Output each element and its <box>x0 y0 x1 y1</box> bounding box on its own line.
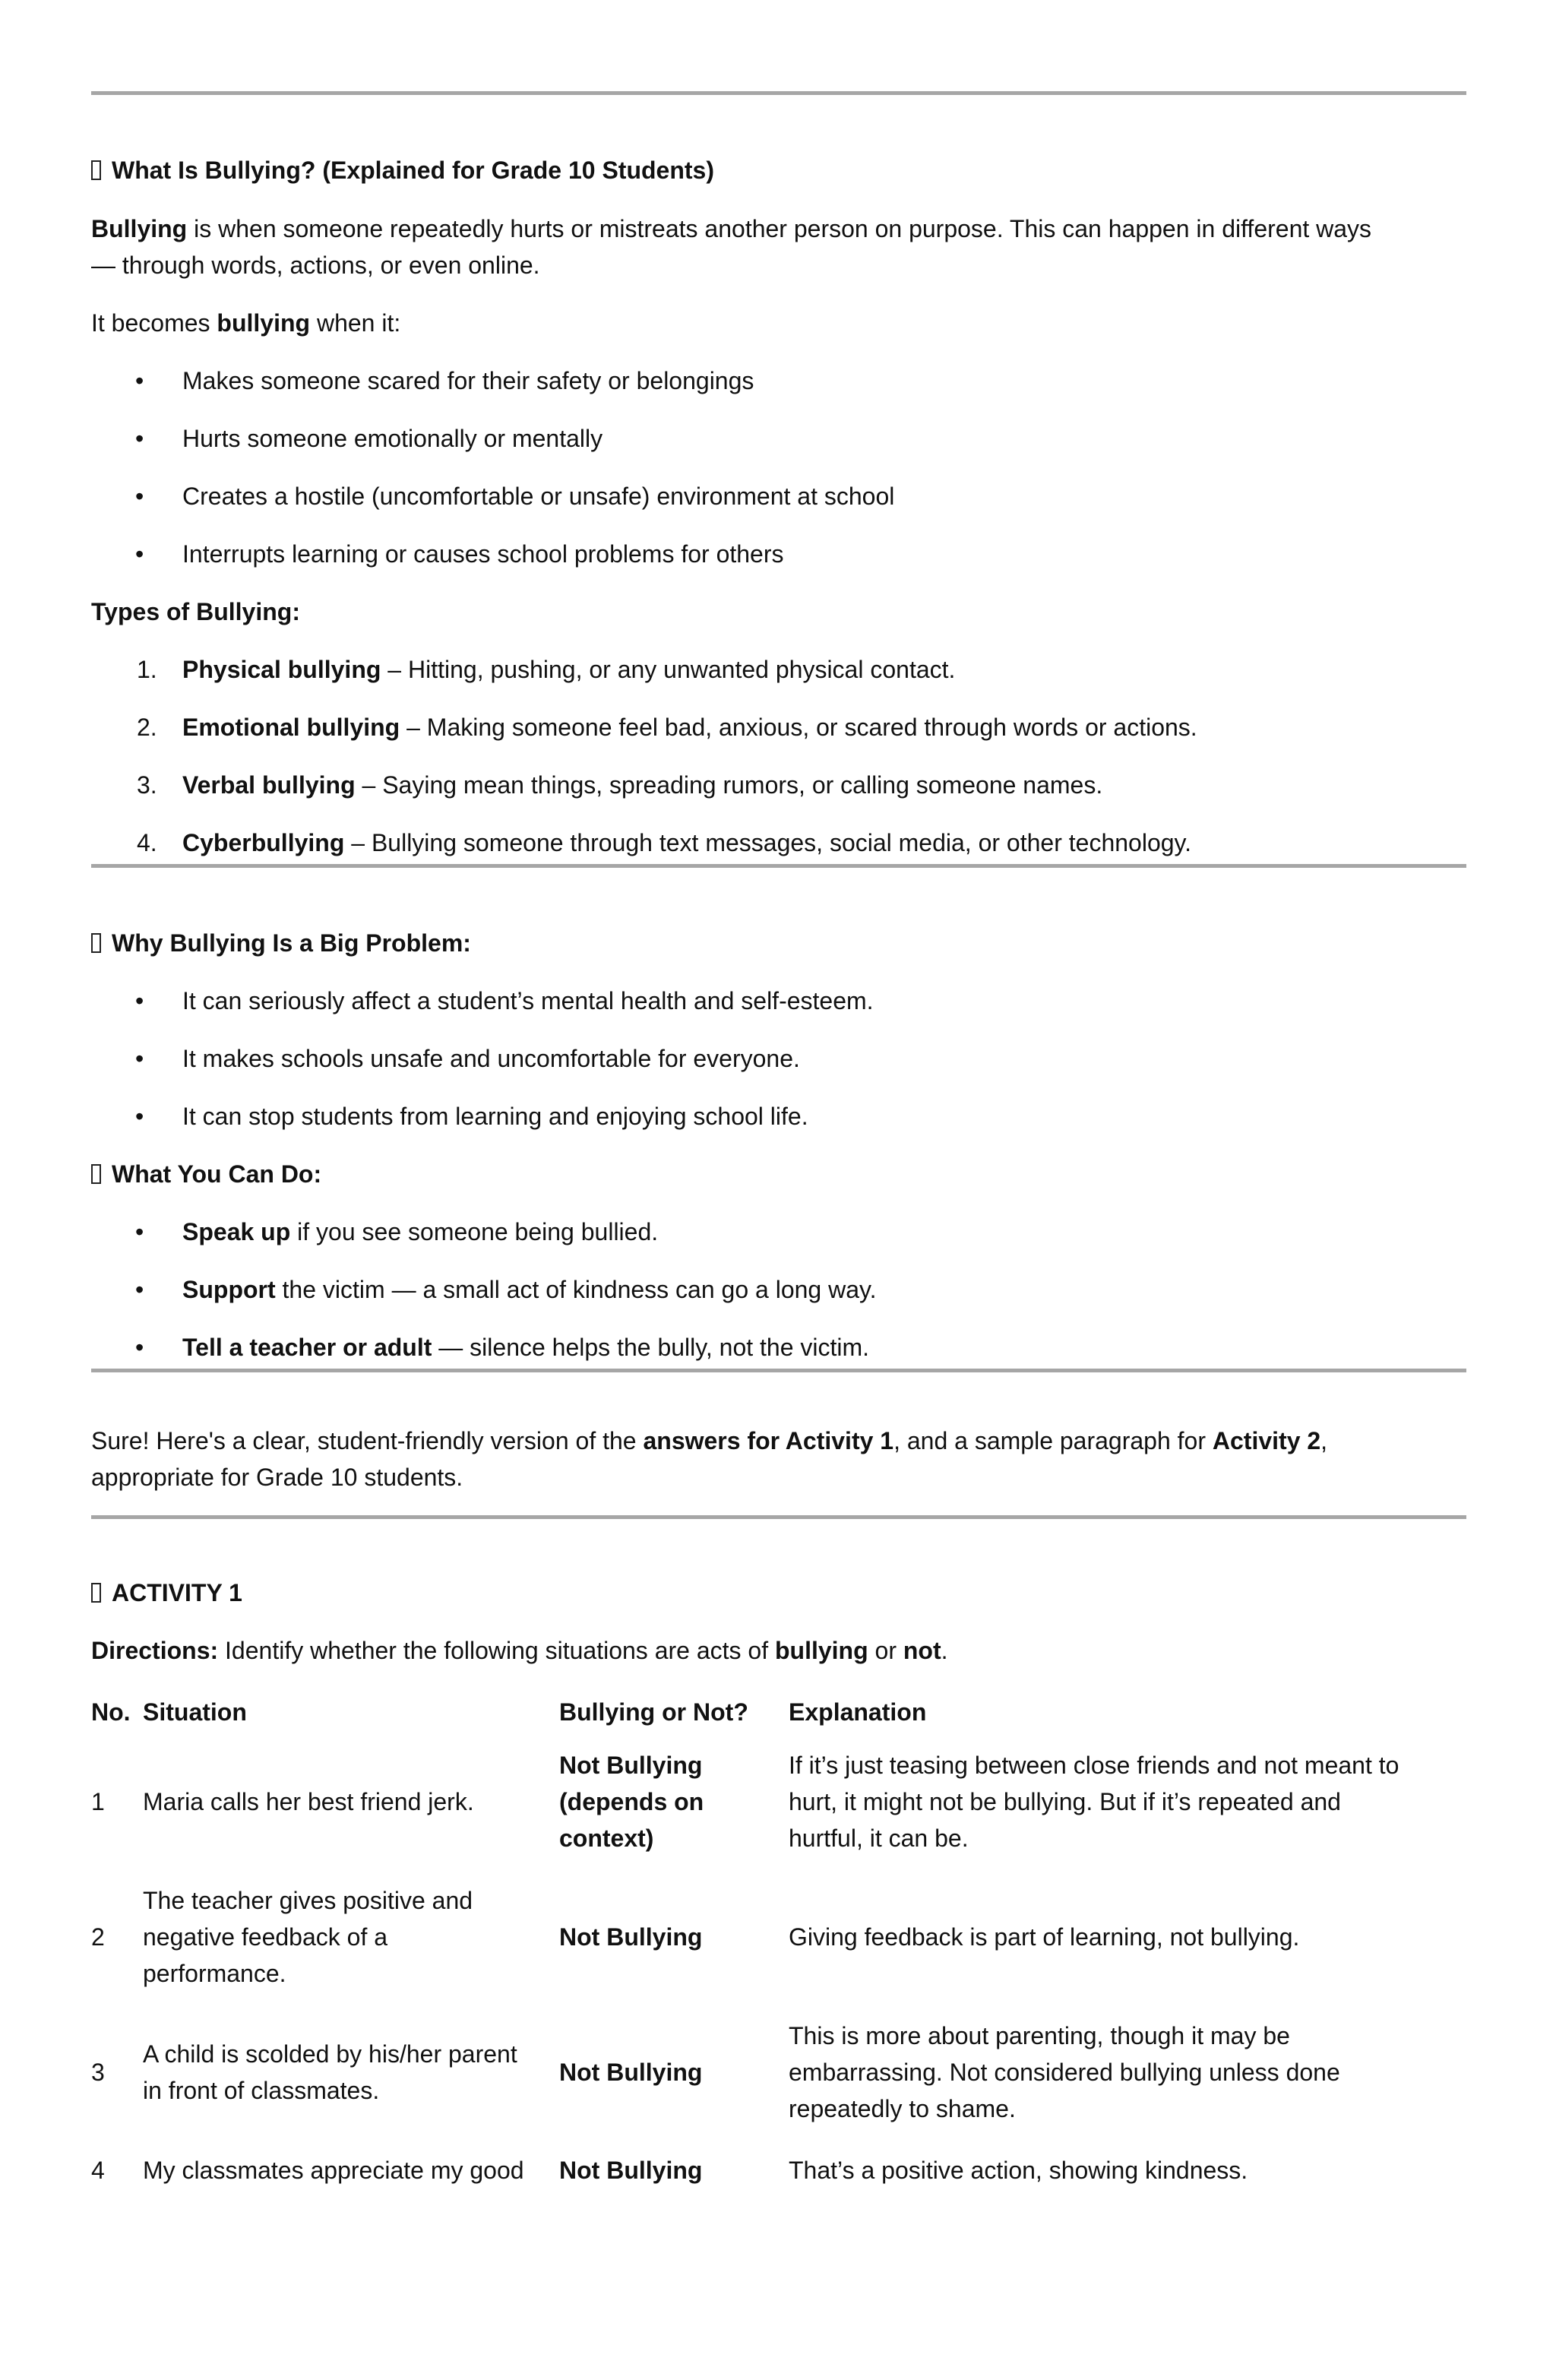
note-bold: Activity 2 <box>1212 1427 1321 1454</box>
intro-text-line2: — through words, actions, or even online. <box>91 252 540 279</box>
bullet-icon: • <box>135 1103 144 1130</box>
intro-note <box>91 1423 1466 1495</box>
action-text: if you see someone being bullied. <box>290 1218 659 1245</box>
verdict-cell <box>559 1734 789 1869</box>
explanation-line: This is more about parenting, though it may be <box>789 2022 1290 2049</box>
directions-text: or <box>868 1637 903 1664</box>
list-item <box>91 709 1466 767</box>
column-header: No. <box>91 1698 131 1726</box>
situation-cell <box>143 2140 559 2201</box>
horizontal-rule <box>91 91 1466 95</box>
situation-line: Maria calls her best friend jerk. <box>143 1788 474 1815</box>
directions-label: Directions: <box>91 1637 219 1664</box>
when-list <box>91 362 1466 593</box>
bullet-icon: • <box>135 1218 144 1245</box>
intro-text: is when someone repeatedly hurts or mistreats another person on purpose. This can happen in different ways <box>187 215 1372 242</box>
situation-line: negative feedback of a <box>143 1923 388 1951</box>
emoji-placeholder-icon <box>91 160 101 180</box>
type-term: Physical bullying <box>182 656 381 683</box>
list-item-text: Interrupts learning or causes school problems for others <box>182 540 784 568</box>
directions-bold: not <box>903 1637 941 1664</box>
section-heading <box>91 925 1466 961</box>
explanation-line: repeatedly to shame. <box>789 2095 1016 2122</box>
note-text: , <box>1320 1427 1328 1454</box>
list-item <box>91 1329 1466 1369</box>
list-number: 3. <box>137 771 157 799</box>
note-bold: answers for Activity 1 <box>643 1427 894 1454</box>
list-item <box>91 1040 1466 1098</box>
explanation-line: embarrassing. Not considered bullying unless done <box>789 2059 1340 2086</box>
bullet-icon: • <box>135 367 144 394</box>
directions <box>91 1632 1466 1669</box>
action-list <box>91 1214 1466 1369</box>
table-row <box>91 2005 1466 2140</box>
action-term: Tell a teacher or adult <box>182 1334 432 1361</box>
bullet-icon: • <box>135 1276 144 1303</box>
explanation-line: That’s a positive action, showing kindness. <box>789 2157 1248 2184</box>
verdict-line: Not Bullying <box>559 2059 703 2086</box>
horizontal-rule <box>91 864 1466 868</box>
situation-cell <box>143 2005 559 2140</box>
bullet-icon: • <box>135 425 144 452</box>
bullet-icon: • <box>135 540 144 568</box>
list-item <box>91 1098 1466 1156</box>
situation-cell <box>143 1734 559 1869</box>
types-heading-text: Types of Bullying: <box>91 598 300 625</box>
table-row <box>91 2140 1466 2201</box>
bullet-icon: • <box>135 483 144 510</box>
type-term: Cyberbullying <box>182 829 345 856</box>
intro-bold: Bullying <box>91 215 188 242</box>
table-row <box>91 1734 1466 1869</box>
explanation-cell <box>789 2005 1466 2140</box>
action-text: — silence helps the bully, not the victim. <box>432 1334 870 1361</box>
explanation-cell <box>789 2140 1466 2201</box>
list-item <box>91 824 1466 864</box>
note-text: Sure! Here's a clear, student-friendly version of the <box>91 1427 644 1454</box>
becomes-post: when it: <box>310 309 401 337</box>
explanation-line: hurtful, it can be. <box>789 1825 969 1852</box>
list-item <box>91 1214 1466 1271</box>
becomes-pre: It becomes <box>91 309 217 337</box>
heading-text: Why Bullying Is a Big Problem: <box>112 929 471 957</box>
problem-list <box>91 983 1466 1156</box>
type-desc: – Saying mean things, spreading rumors, or calling someone names. <box>355 771 1103 799</box>
list-item <box>91 420 1466 478</box>
activity-table <box>91 1690 1466 2201</box>
type-desc: – Bullying someone through text messages, social media, or other technology. <box>344 829 1192 856</box>
directions-bold: bullying <box>774 1637 868 1664</box>
emoji-placeholder-icon <box>91 1164 101 1184</box>
list-item <box>91 1271 1466 1329</box>
situation-line: The teacher gives positive and <box>143 1887 473 1914</box>
list-item <box>91 651 1466 709</box>
heading-text: ACTIVITY 1 <box>112 1579 242 1606</box>
section-heading <box>91 1156 1466 1192</box>
verdict-cell <box>559 2005 789 2140</box>
note-text-line2: appropriate for Grade 10 students. <box>91 1464 463 1491</box>
column-header: Situation <box>143 1698 247 1726</box>
situation-line: in front of classmates. <box>143 2077 380 2104</box>
list-item <box>91 767 1466 824</box>
list-item <box>91 536 1466 593</box>
list-item-text: It can seriously affect a student’s mental health and self-esteem. <box>182 987 874 1014</box>
row-number: 2 <box>91 1923 105 1951</box>
explanation-cell <box>789 1869 1466 2005</box>
section-heading <box>91 1575 1466 1611</box>
action-term: Speak up <box>182 1218 291 1245</box>
section-heading <box>91 152 1466 188</box>
verdict-line: context) <box>559 1825 654 1852</box>
row-number: 3 <box>91 2059 105 2086</box>
situation-line: performance. <box>143 1960 286 1987</box>
directions-text: Identify whether the following situations are acts of <box>218 1637 775 1664</box>
horizontal-rule <box>91 1369 1466 1372</box>
row-number: 4 <box>91 2157 105 2184</box>
type-term: Verbal bullying <box>182 771 356 799</box>
intro-paragraph <box>91 210 1466 283</box>
directions-text: . <box>941 1637 948 1664</box>
explanation-line: hurt, it might not be bullying. But if it’s repeated and <box>789 1788 1341 1815</box>
becomes-paragraph <box>91 305 1466 341</box>
list-item-text: Hurts someone emotionally or mentally <box>182 425 603 452</box>
list-number: 1. <box>137 656 157 683</box>
verdict-line: Not Bullying <box>559 1752 703 1779</box>
type-desc: – Hitting, pushing, or any unwanted physical contact. <box>381 656 956 683</box>
list-number: 2. <box>137 714 157 741</box>
situation-cell <box>143 1869 559 2005</box>
list-number: 4. <box>137 829 157 856</box>
horizontal-rule <box>91 1515 1466 1519</box>
explanation-cell <box>789 1734 1466 1869</box>
row-number: 1 <box>91 1788 105 1815</box>
column-header: Explanation <box>789 1698 927 1726</box>
column-header: Bullying or Not? <box>559 1698 748 1726</box>
situation-line: My classmates appreciate my good <box>143 2157 524 2184</box>
types-list <box>91 651 1466 864</box>
list-item-text: Makes someone scared for their safety or belongings <box>182 367 754 394</box>
type-term: Emotional bullying <box>182 714 400 741</box>
table-header-row <box>91 1690 1466 1734</box>
verdict-cell <box>559 2140 789 2201</box>
verdict-line: Not Bullying <box>559 2157 703 2184</box>
action-term: Support <box>182 1276 276 1303</box>
bullet-icon: • <box>135 1334 144 1361</box>
list-item <box>91 362 1466 420</box>
heading-text: What You Can Do: <box>112 1160 322 1188</box>
becomes-bold: bullying <box>217 309 311 337</box>
explanation-line: Giving feedback is part of learning, not bullying. <box>789 1923 1300 1951</box>
bullet-icon: • <box>135 1045 144 1072</box>
list-item <box>91 983 1466 1040</box>
verdict-line: Not Bullying <box>559 1923 703 1951</box>
note-text: , and a sample paragraph for <box>893 1427 1213 1454</box>
types-heading <box>91 593 1466 630</box>
situation-line: A child is scolded by his/her parent <box>143 2040 517 2068</box>
explanation-line: If it’s just teasing between close friends and not meant to <box>789 1752 1399 1779</box>
action-text: the victim — a small act of kindness can go a long way. <box>275 1276 877 1303</box>
emoji-placeholder-icon <box>91 933 101 953</box>
table-row <box>91 1869 1466 2005</box>
list-item-text: It can stop students from learning and enjoying school life. <box>182 1103 808 1130</box>
verdict-cell <box>559 1869 789 2005</box>
type-desc: – Making someone feel bad, anxious, or scared through words or actions. <box>400 714 1197 741</box>
list-item <box>91 478 1466 536</box>
list-item-text: It makes schools unsafe and uncomfortable for everyone. <box>182 1045 800 1072</box>
document-page <box>91 0 1466 2201</box>
emoji-placeholder-icon <box>91 1583 101 1603</box>
list-item-text: Creates a hostile (uncomfortable or unsafe) environment at school <box>182 483 895 510</box>
bullet-icon: • <box>135 987 144 1014</box>
verdict-line: (depends on <box>559 1788 704 1815</box>
heading-text: What Is Bullying? (Explained for Grade 10 Students) <box>112 157 714 184</box>
